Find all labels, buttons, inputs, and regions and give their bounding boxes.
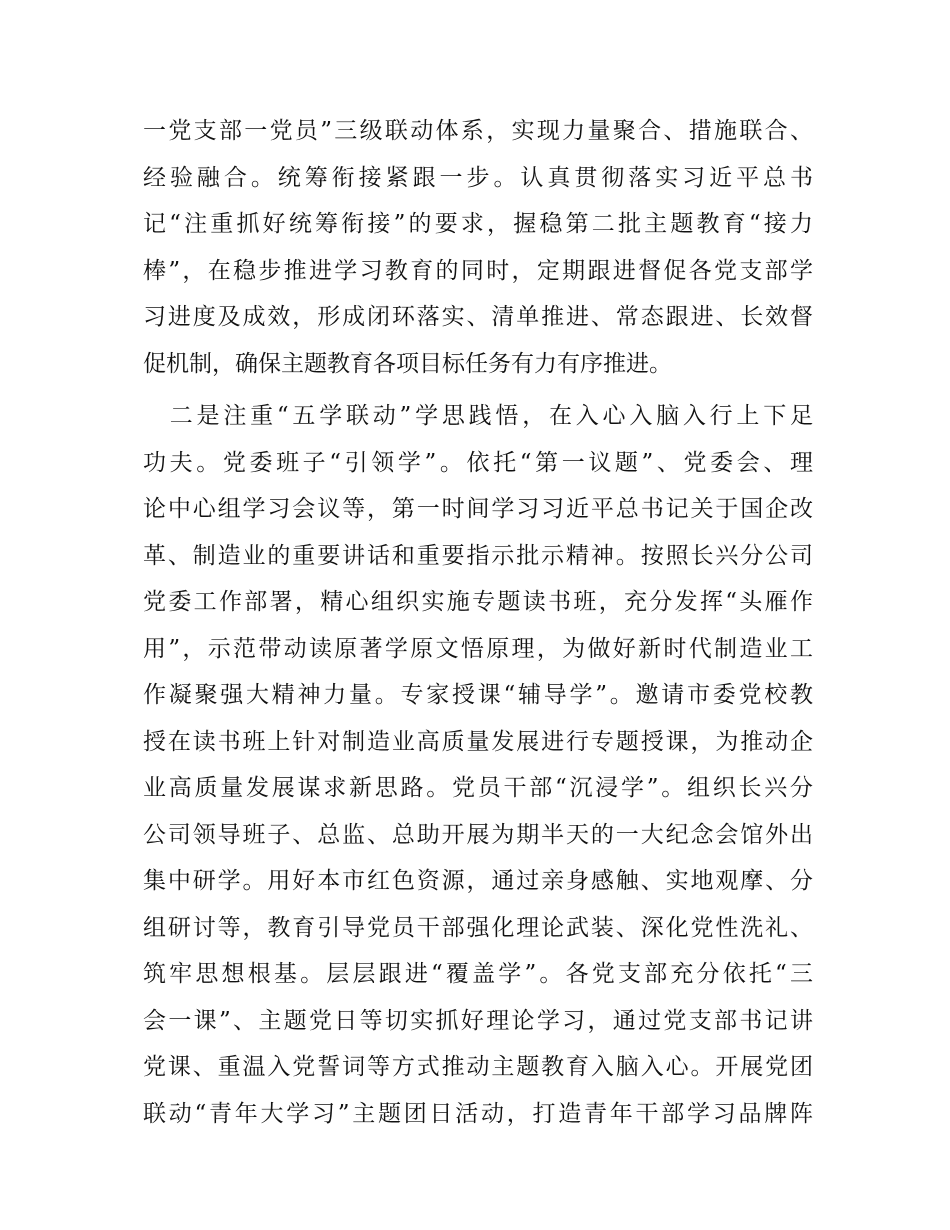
text-line: 公司领导班子、总监、总助开展为期半天的一大纪念会馆外出	[143, 821, 813, 848]
text-line: 论中心组学习会议等，第一时间学习习近平总书记关于国企改	[143, 496, 813, 522]
text-line: 组研讨等，教育引导党员干部强化理论武装、深化党性洗礼、	[143, 914, 813, 941]
document-body	[143, 108, 813, 1137]
text-line: 经验融合。统筹衔接紧跟一步。认真贯彻落实习近平总书	[143, 164, 813, 191]
text-line: 功夫。党委班子“引领学”。依托“第一议题”、党委会、理	[143, 449, 813, 476]
text-line: 习进度及成效，形成闭环落实、清单推进、常态跟进、长效督	[143, 304, 813, 330]
text-line: 集中研学。用好本市红色资源，通过亲身感触、实地观摩、分	[143, 868, 813, 894]
text-line: 一党支部一党员”三级联动体系，实现力量聚合、措施联合、	[143, 118, 813, 144]
text-line: 记“注重抓好统筹衔接”的要求，握稳第二批主题教育“接力	[143, 211, 813, 237]
text-line: 筑牢思想根基。层层跟进“覆盖学”。各党支部充分依托“三	[143, 961, 813, 987]
paragraph-2	[143, 393, 813, 1137]
text-line: 二是注重“五学联动”学思践悟，在入心入脑入行上下足	[143, 403, 813, 429]
text-line: 作凝聚强大精神力量。专家授课“辅导学”。邀请市委党校教	[143, 682, 813, 708]
text-line: 革、制造业的重要讲话和重要指示批示精神。按照长兴分公司	[143, 542, 813, 569]
text-line: 党课、重温入党誓词等方式推动主题教育入脑入心。开展党团	[143, 1054, 813, 1080]
text-line: 促机制，确保主题教育各项目标任务有力有序推进。	[143, 350, 672, 377]
text-line: 业高质量发展谋求新思路。党员干部“沉浸学”。组织长兴分	[143, 775, 813, 801]
text-line: 联动“青年大学习”主题团日活动，打造青年干部学习品牌阵	[143, 1100, 813, 1127]
text-line: 会一课”、主题党日等切实抓好理论学习，通过党支部书记讲	[143, 1007, 813, 1034]
text-line: 授在读书班上针对制造业高质量发展进行专题授课，为推动企	[143, 728, 813, 755]
text-line: 党委工作部署，精心组织实施专题读书班，充分发挥“头雁作	[143, 589, 813, 615]
text-line: 棒”，在稳步推进学习教育的同时，定期跟进督促各党支部学	[143, 257, 813, 284]
paragraph-1	[143, 108, 813, 387]
text-line: 用”，示范带动读原著学原文悟原理，为做好新时代制造业工	[143, 635, 813, 662]
